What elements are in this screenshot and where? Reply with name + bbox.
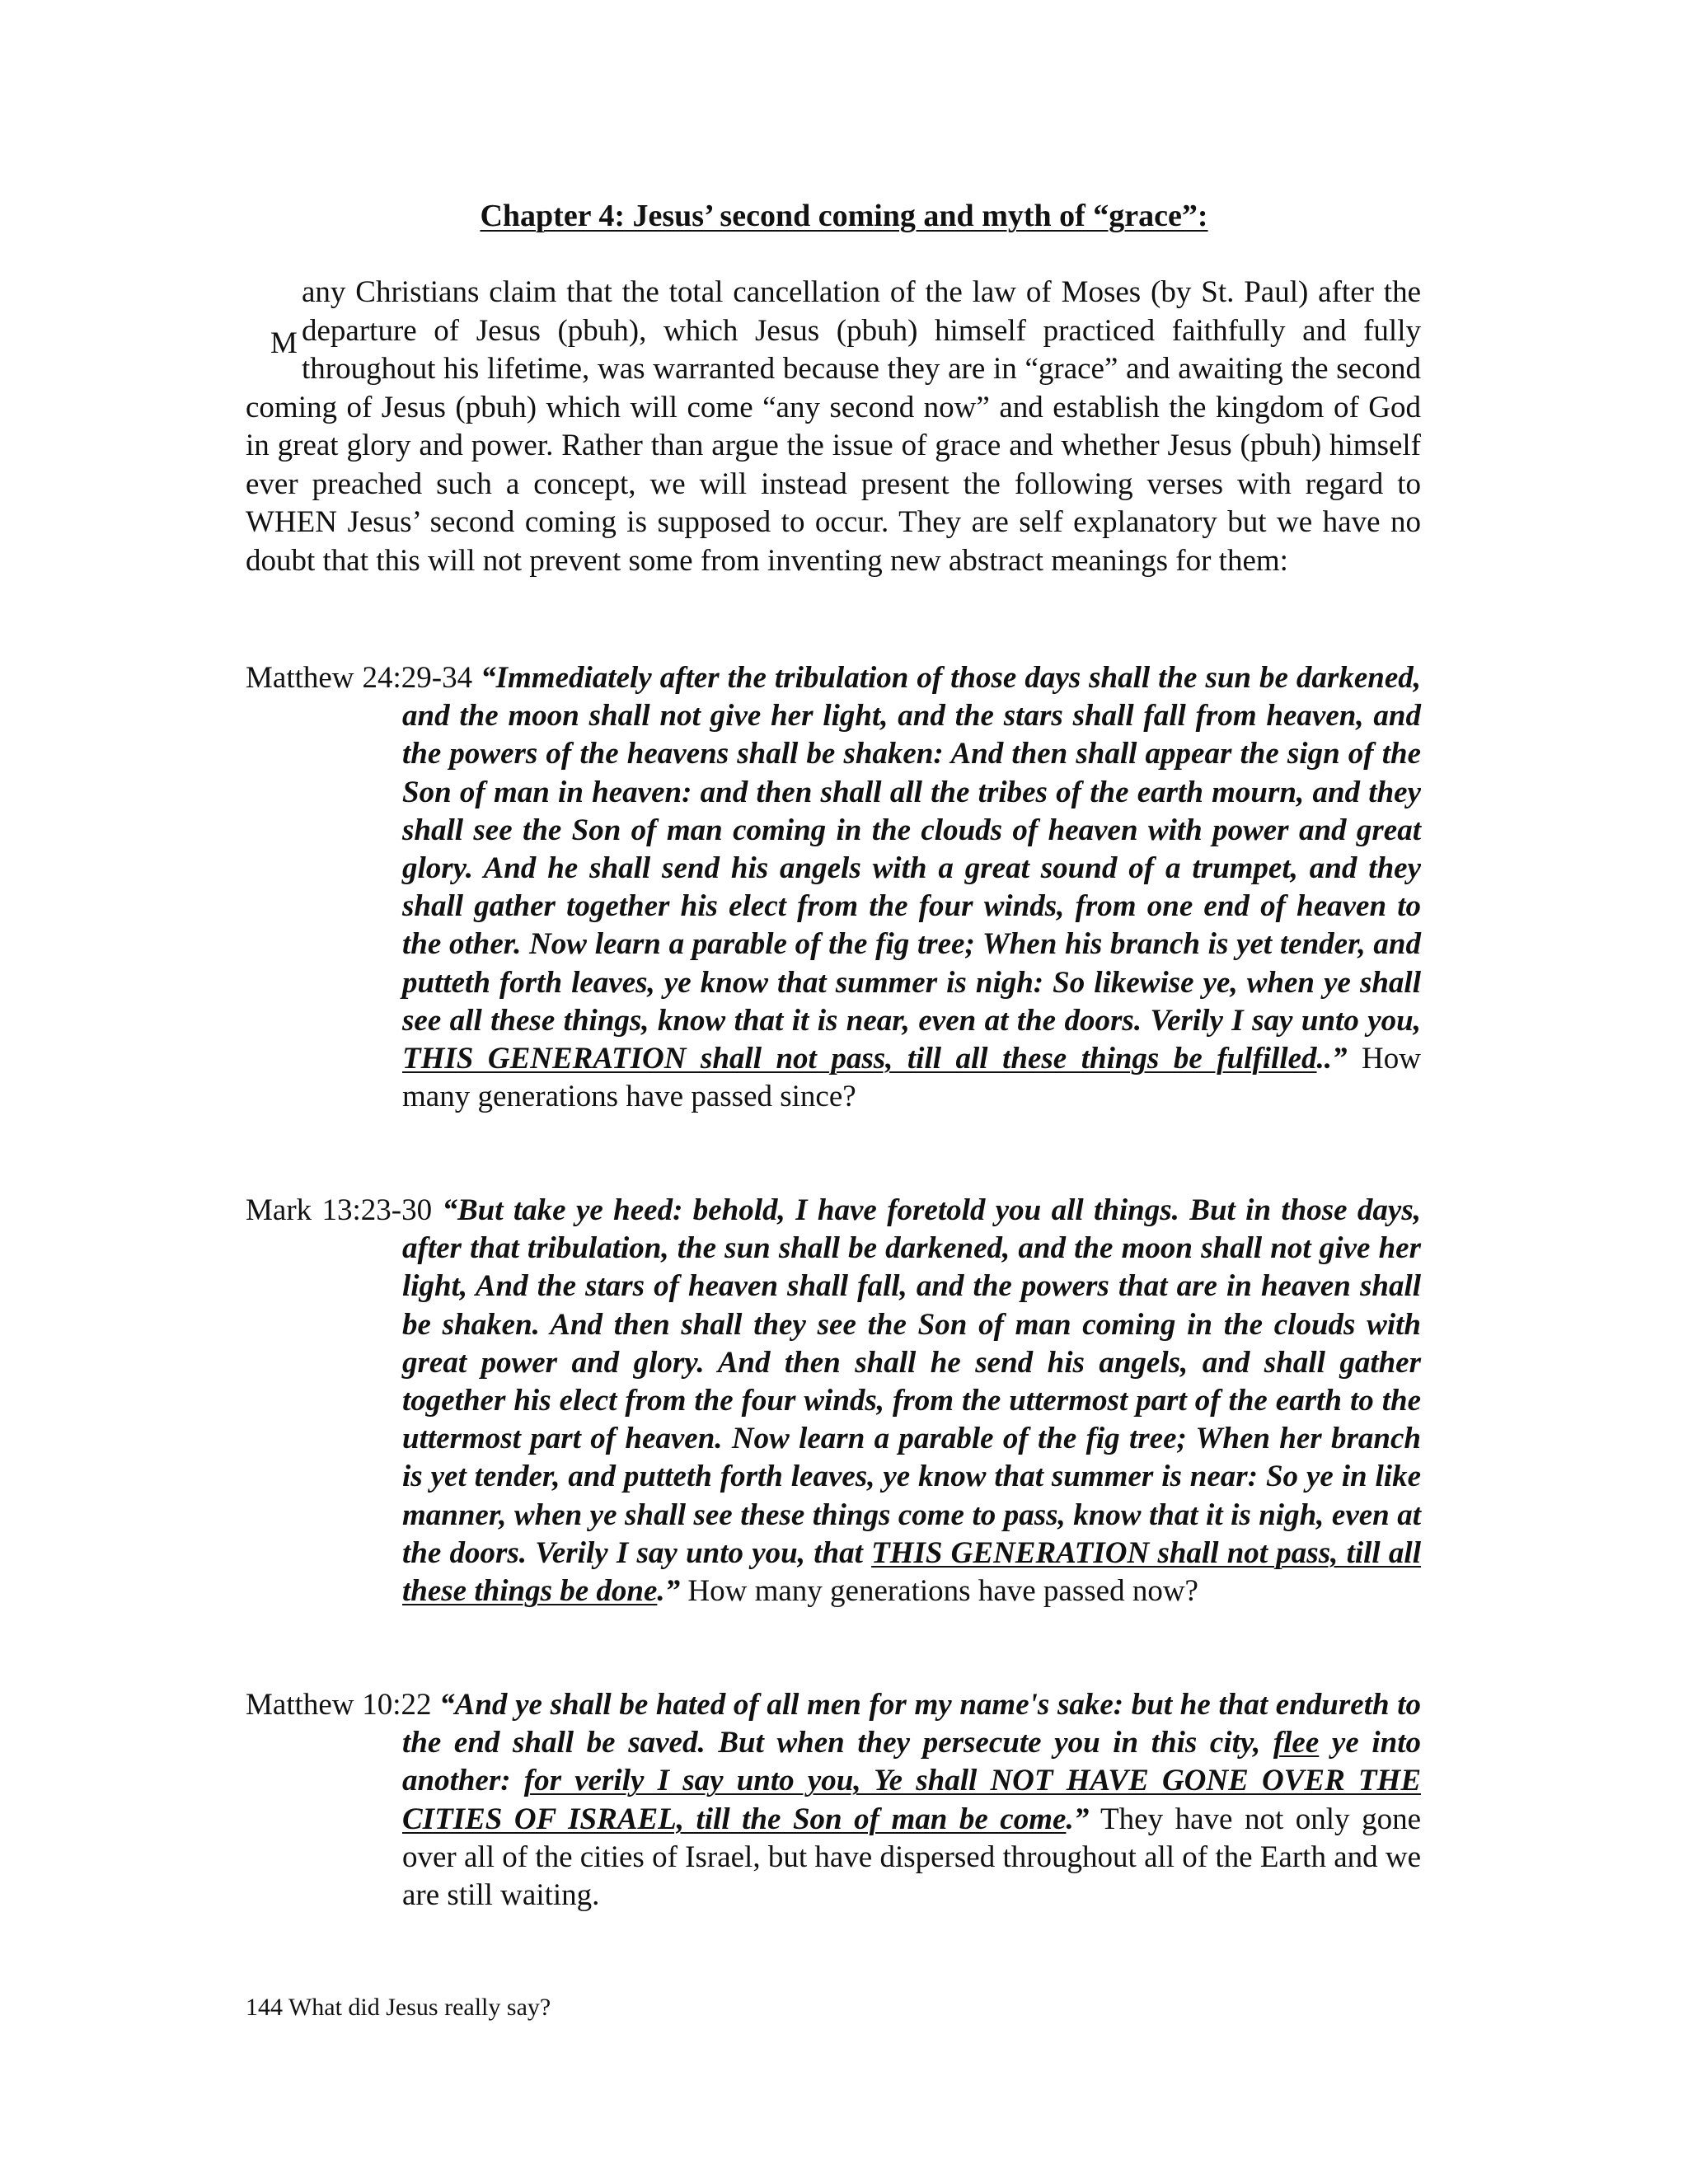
- verse-quote: “Immediately after the tribulation of those days shall the sun be darkened, and the moon shall not give her light, and the stars shall fall from heaven, and the powers of the heavens shall be shaken: And then shall appear the sign of the Son of man in heaven: and then shall all the tribes of the earth mourn, and they shall see the Son of man coming in the clouds of heaven with power and great glory. And he shall send his angels with a great sound of a trumpet, and they shall gather together his elect from the four winds, from one end of heaven to the other. Now learn a parable of the fig tree; When his branch is yet tender, and putteth forth leaves, ye know that summer is nigh: So likewise ye, when ye shall see all these things, know that it is near, even at the doors. Verily I say unto you,: [402, 661, 1422, 1038]
- verse-block-matthew-24: [246, 659, 1421, 1116]
- verse-block-mark-13: [246, 1192, 1421, 1610]
- verse-quote: “But take ye heed: behold, I have foretold you all things. But in those days, after that tribulation, the sun shall be darkened, and the moon shall not give her light, And the stars of heaven shall fall, and the powers that are in heaven shall be shaken. And then shall they see the Son of man coming in the clouds with great power and glory. And then shall he send his angels, and shall gather together his elect from the four winds, from the uttermost part of the earth to the uttermost part of heaven. Now learn a parable of the fig tree; When her branch is yet tender, and putteth forth leaves, ye know that summer is near: So ye in like manner, when ye shall see these things come to pass, know that it is nigh, even at the doors. Verily I say unto you, that: [402, 1193, 1422, 1570]
- verse-underlined-text: flee: [1273, 1726, 1320, 1760]
- verse-comment: How many generations have passed since?: [402, 1042, 1421, 1114]
- verse-quote-end: .”: [657, 1574, 681, 1609]
- intro-paragraph: [246, 274, 1421, 580]
- verse-quote-end: .”: [1066, 1802, 1090, 1836]
- verse-underlined-text: THIS GENERATION shall not pass, till all these things be done: [402, 1535, 1421, 1609]
- intro-text: any Christians claim that the total cancellation of the law of Moses (by St. Paul) after the departure of Jesus (pbuh), which Jesus (pbuh) himself practiced faithfully and fully throughout his lifetime, was warranted because they are in “grace” and awaiting the second coming of Jesus (pbuh) which will come “any second now” and establish the kingdom of God in great glory and power. Rather than argue the issue of grace and whether Jesus (pbuh) himself ever preached such a concept, we will instead present the following verses with regard to WHEN Jesus’ second coming is supposed to occur. They are self explanatory but we have no doubt that this will not prevent some from inventing new abstract meanings for them:: [246, 275, 1421, 578]
- verse-underlined-text: THIS GENERATION shall not pass, till all these things be fulfilled: [402, 1042, 1317, 1076]
- verse-block-matthew-10: [246, 1686, 1421, 1915]
- verse-underlined-text: for verily I say unto you, Ye shall NOT HAVE GONE OVER THE CITIES OF ISRAEL, till the Son of man be come: [402, 1764, 1421, 1836]
- verse-reference: Matthew 24:29-34: [246, 661, 473, 695]
- verse-quote: “And ye shall be hated of all men for my name's sake: but he that endureth to the end shall be saved. But when they persecute you in this city,: [402, 1688, 1422, 1760]
- verse-comment: How many generations have passed now?: [680, 1574, 1198, 1609]
- verse-comment: They have not only gone over all of the cities of Israel, but have dispersed throughout all of the Earth and we are still waiting.: [402, 1802, 1422, 1913]
- page-footer: 144 What did Jesus really say?: [246, 1994, 551, 2021]
- verse-reference: Mark 13:23-30: [246, 1193, 433, 1227]
- drop-cap: M: [270, 326, 298, 360]
- verse-reference: Matthew 10:22: [246, 1688, 432, 1722]
- verse-quote: ye into another:: [402, 1726, 1422, 1798]
- chapter-title: Chapter 4: Jesus’ second coming and myth of “grace”:: [480, 199, 1208, 233]
- verse-quote-end: ..”: [1316, 1042, 1348, 1076]
